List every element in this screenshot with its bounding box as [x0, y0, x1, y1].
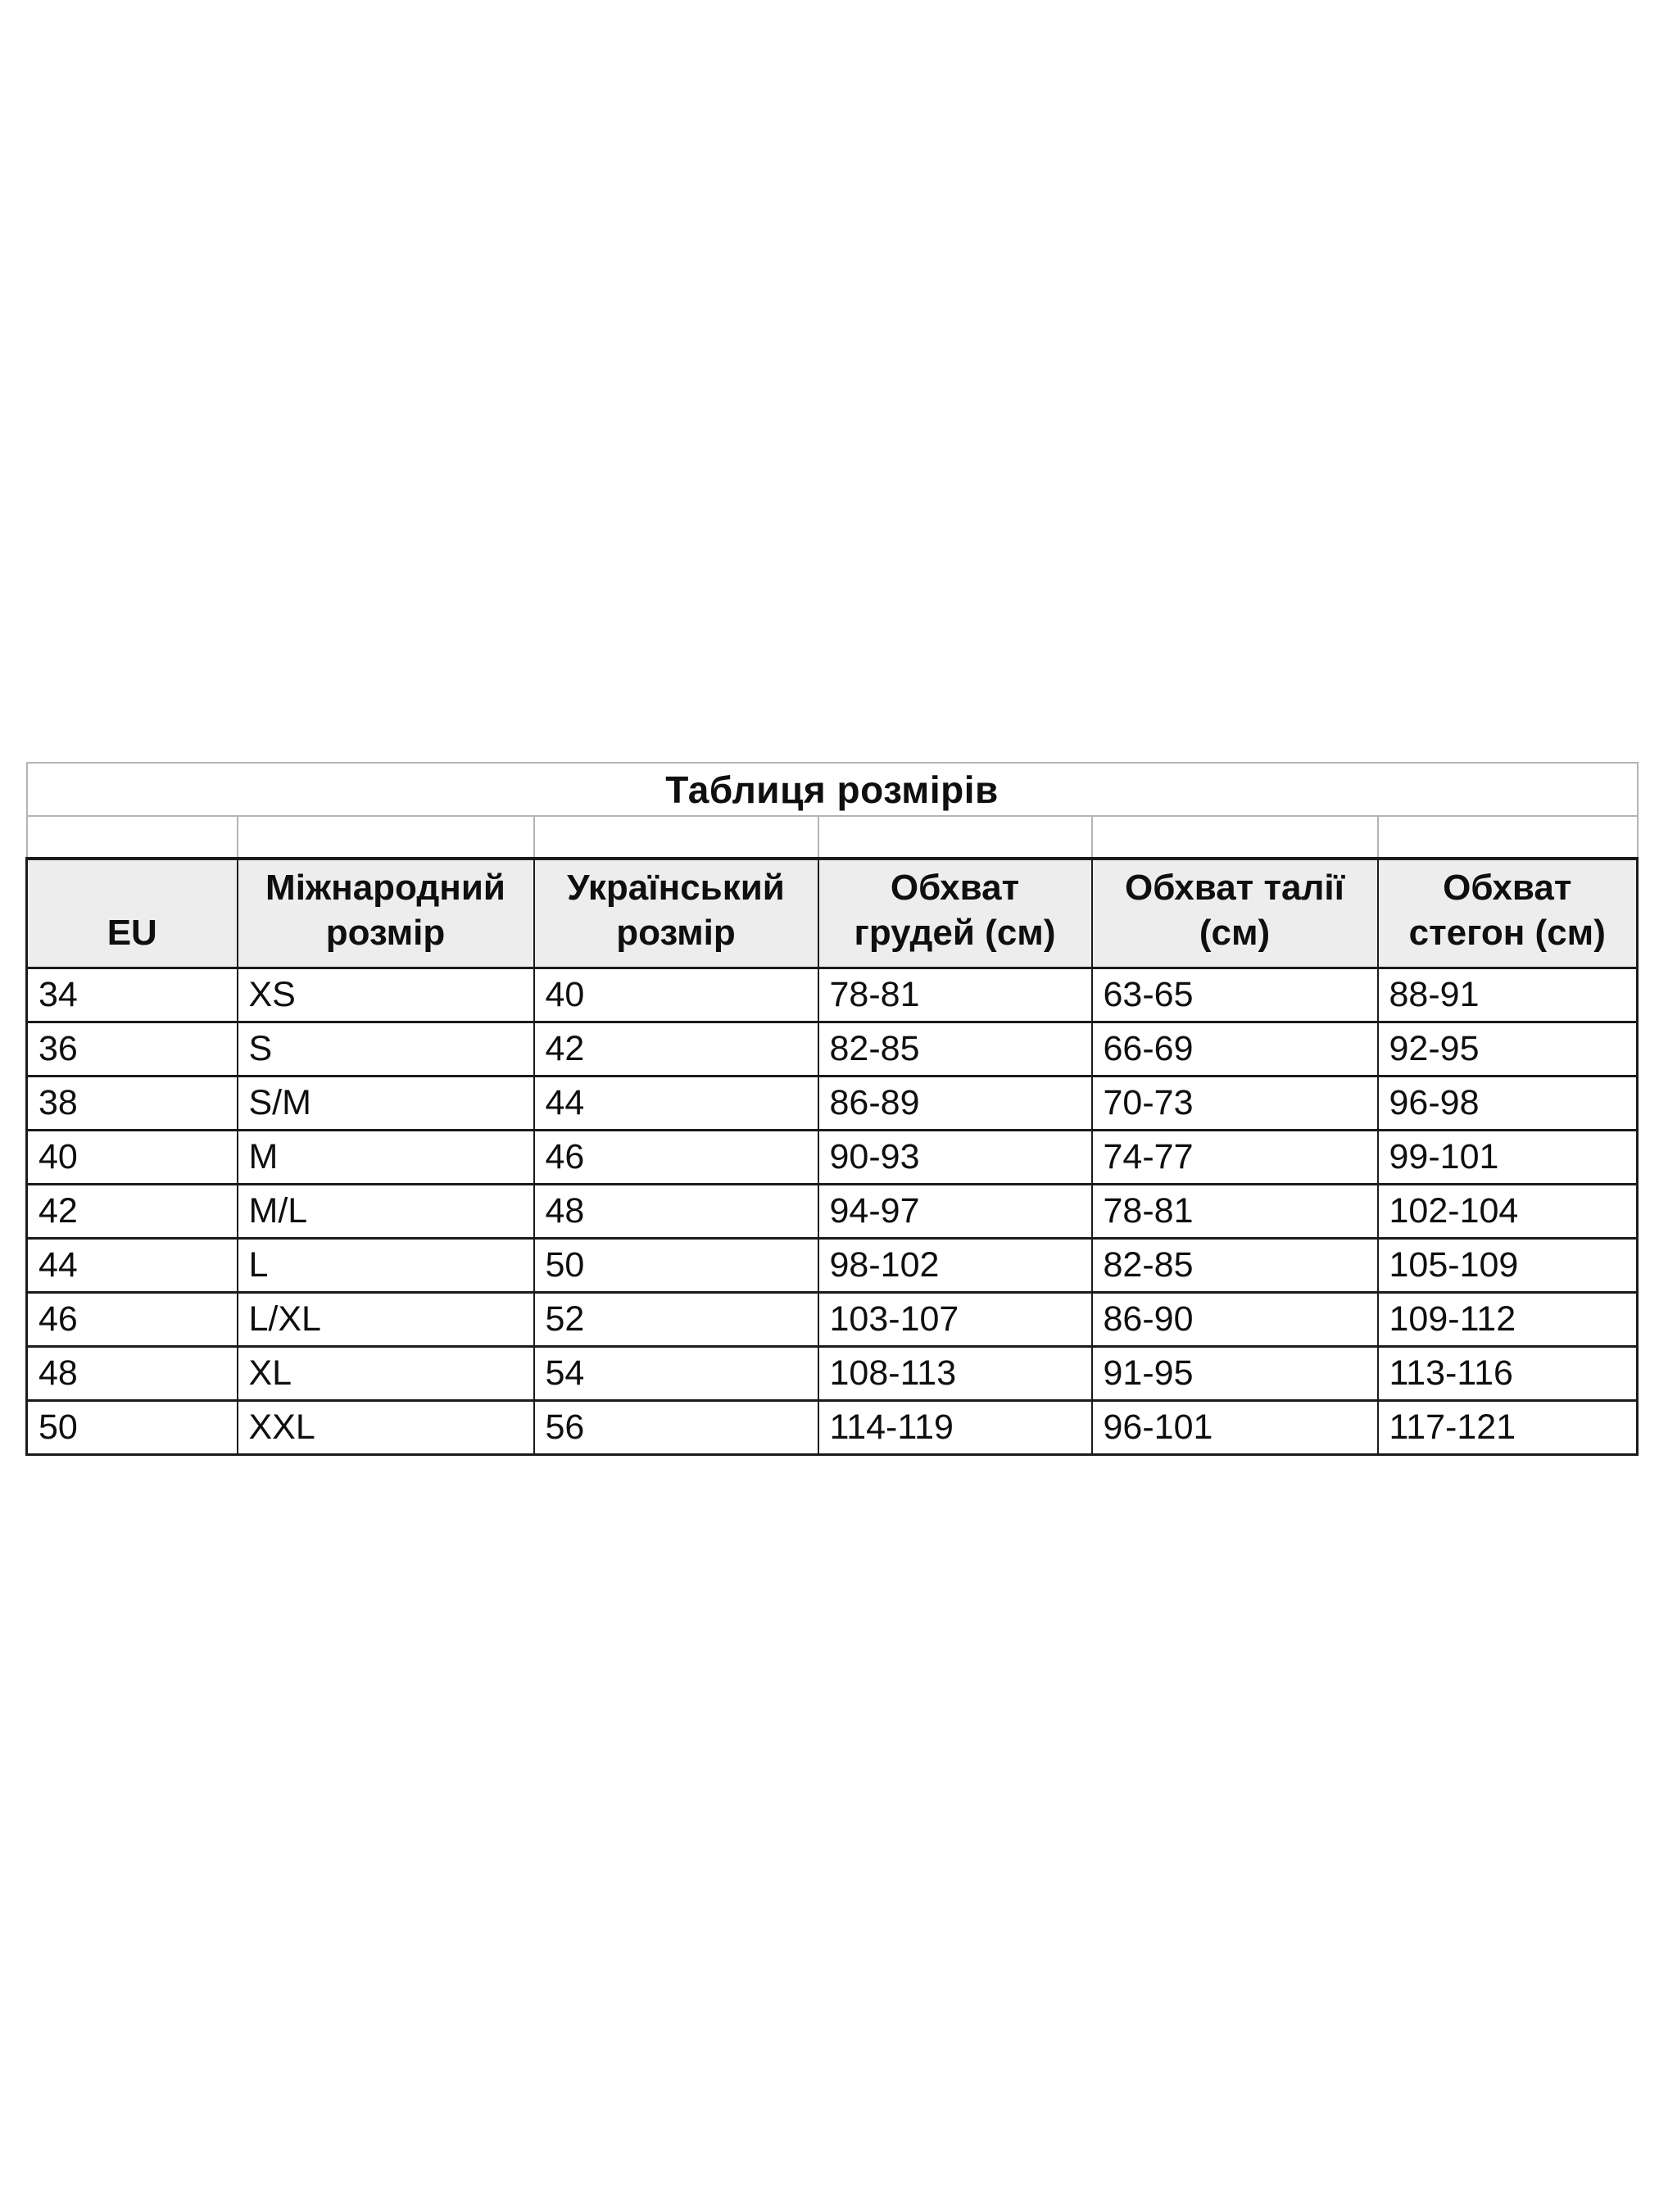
table-row [27, 1239, 1638, 1293]
cell-ukrainian: 56 [534, 1401, 818, 1455]
cell-chest: 103-107 [818, 1293, 1092, 1347]
spacer-cell [238, 816, 534, 859]
cell-eu: 44 [27, 1239, 238, 1293]
spacer-row [27, 816, 1638, 859]
cell-chest: 98-102 [818, 1239, 1092, 1293]
cell-chest: 108-113 [818, 1347, 1092, 1401]
header-chest: Обхват грудей (см) [818, 859, 1092, 968]
spacer-cell [818, 816, 1092, 859]
cell-eu: 42 [27, 1185, 238, 1239]
cell-hips: 88-91 [1378, 968, 1638, 1022]
cell-waist: 78-81 [1092, 1185, 1378, 1239]
cell-ukrainian: 50 [534, 1239, 818, 1293]
table-row [27, 1293, 1638, 1347]
header-row [27, 859, 1638, 968]
cell-ukrainian: 48 [534, 1185, 818, 1239]
cell-international: S [238, 1022, 534, 1077]
cell-ukrainian: 46 [534, 1131, 818, 1185]
cell-eu: 38 [27, 1077, 238, 1131]
cell-ukrainian: 40 [534, 968, 818, 1022]
cell-eu: 48 [27, 1347, 238, 1401]
table-row [27, 1185, 1638, 1239]
cell-waist: 66-69 [1092, 1022, 1378, 1077]
table-row [27, 1347, 1638, 1401]
cell-eu: 40 [27, 1131, 238, 1185]
cell-hips: 105-109 [1378, 1239, 1638, 1293]
cell-waist: 63-65 [1092, 968, 1378, 1022]
cell-chest: 94-97 [818, 1185, 1092, 1239]
cell-hips: 109-112 [1378, 1293, 1638, 1347]
cell-chest: 86-89 [818, 1077, 1092, 1131]
cell-eu: 50 [27, 1401, 238, 1455]
header-waist: Обхват талії (см) [1092, 859, 1378, 968]
header-hips: Обхват стегон (см) [1378, 859, 1638, 968]
cell-hips: 96-98 [1378, 1077, 1638, 1131]
cell-ukrainian: 52 [534, 1293, 818, 1347]
cell-eu: 46 [27, 1293, 238, 1347]
cell-eu: 36 [27, 1022, 238, 1077]
cell-chest: 78-81 [818, 968, 1092, 1022]
table-row [27, 968, 1638, 1022]
cell-international: M [238, 1131, 534, 1185]
cell-ukrainian: 44 [534, 1077, 818, 1131]
cell-waist: 91-95 [1092, 1347, 1378, 1401]
table-row [27, 1077, 1638, 1131]
cell-waist: 70-73 [1092, 1077, 1378, 1131]
table-row [27, 1401, 1638, 1455]
cell-waist: 96-101 [1092, 1401, 1378, 1455]
cell-ukrainian: 54 [534, 1347, 818, 1401]
table-title: Таблиця розмірів [27, 763, 1638, 816]
cell-ukrainian: 42 [534, 1022, 818, 1077]
cell-international: XXL [238, 1401, 534, 1455]
title-row [27, 763, 1638, 816]
cell-international: M/L [238, 1185, 534, 1239]
cell-chest: 90-93 [818, 1131, 1092, 1185]
spacer-cell [534, 816, 818, 859]
table-row [27, 1022, 1638, 1077]
spacer-cell [1092, 816, 1378, 859]
table-row [27, 1131, 1638, 1185]
cell-waist: 74-77 [1092, 1131, 1378, 1185]
cell-international: XS [238, 968, 534, 1022]
size-table [25, 762, 1639, 1456]
size-table-container [25, 762, 1636, 1456]
cell-hips: 117-121 [1378, 1401, 1638, 1455]
header-ukrainian-size: Український розмір [534, 859, 818, 968]
cell-chest: 114-119 [818, 1401, 1092, 1455]
header-eu: EU [27, 859, 238, 968]
header-international-size: Міжнародний розмір [238, 859, 534, 968]
cell-international: S/M [238, 1077, 534, 1131]
cell-hips: 99-101 [1378, 1131, 1638, 1185]
cell-international: L/XL [238, 1293, 534, 1347]
cell-waist: 86-90 [1092, 1293, 1378, 1347]
cell-chest: 82-85 [818, 1022, 1092, 1077]
cell-eu: 34 [27, 968, 238, 1022]
cell-hips: 92-95 [1378, 1022, 1638, 1077]
cell-hips: 102-104 [1378, 1185, 1638, 1239]
spacer-cell [1378, 816, 1638, 859]
cell-waist: 82-85 [1092, 1239, 1378, 1293]
cell-international: L [238, 1239, 534, 1293]
cell-international: XL [238, 1347, 534, 1401]
spacer-cell [27, 816, 238, 859]
cell-hips: 113-116 [1378, 1347, 1638, 1401]
